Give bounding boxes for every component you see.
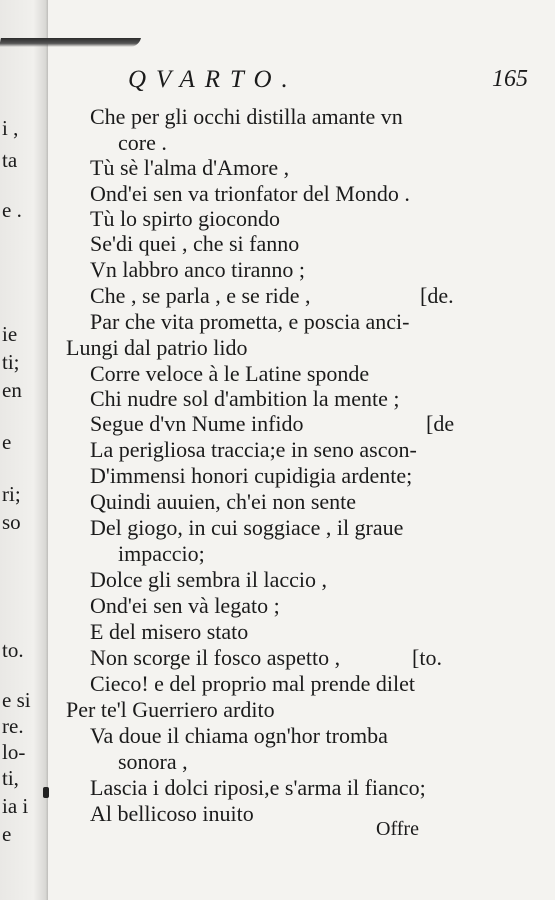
verse-line: Tù sè l'alma d'Amore , — [90, 155, 290, 180]
fragment: re. — [2, 714, 24, 738]
verse-turnover: [to. — [412, 645, 442, 670]
verse-line: La perigliosa traccia;e in seno ascon- — [90, 437, 417, 462]
verse-line: impaccio; — [118, 541, 205, 566]
verse-line: Ond'ei sen và legato ; — [90, 593, 280, 618]
page-number: 165 — [492, 66, 528, 92]
fragment: ri; — [2, 482, 21, 506]
catchword: Offre — [376, 818, 419, 840]
verse-line: Del giogo, in cui soggiace , il graue — [90, 515, 404, 540]
facing-page-fragments — [0, 0, 48, 900]
verse-line: Lascia i dolci riposi,e s'arma il fianco; — [90, 775, 426, 800]
verse-line: Non scorge il fosco aspetto , — [90, 645, 341, 670]
verse-line: Lungi dal patrio lido — [66, 335, 248, 360]
fragment: en — [2, 378, 22, 402]
fragment: ti, — [2, 766, 19, 790]
fragment: e si — [2, 688, 31, 712]
fragment: e — [2, 430, 12, 454]
verse-line: Per te'l Guerriero ardito — [66, 697, 275, 722]
verse-line: Quindi auuien, ch'ei non sente — [90, 489, 357, 514]
verse-line: Al bellicoso inuito — [90, 801, 254, 826]
verse-line: Cieco! e del proprio mal prende dilet — [90, 671, 415, 696]
verse-line: Ond'ei sen va trionfator del Mondo . — [90, 181, 410, 206]
verse-line: Se'di quei , che si fanno — [90, 231, 300, 256]
verse-line: Par che vita prometta, e poscia anci- — [90, 309, 410, 334]
verse-line: Vn labbro anco tiranno ; — [90, 257, 306, 282]
verse-line: D'immensi honori cupidigia ardente; — [90, 463, 413, 488]
verse-line: sonora , — [118, 749, 188, 774]
verse-line: Che , se parla , e se ride , — [90, 283, 311, 308]
verse-line: E del misero stato — [90, 619, 249, 644]
fragment: e . — [2, 198, 22, 222]
verse-line: Dolce gli sembra il laccio , — [90, 567, 328, 592]
fragment: to. — [2, 638, 24, 662]
fragment: e — [2, 822, 12, 846]
verse-line: core . — [118, 130, 167, 155]
ink-mark — [43, 787, 49, 798]
verse-line: Va doue il chiama ogn'hor tromba — [90, 723, 388, 748]
page-header — [128, 66, 528, 100]
fragment: ti; — [2, 350, 20, 374]
fragment: so — [2, 510, 21, 534]
verse-line: Segue d'vn Nume infido — [90, 411, 304, 436]
fragment: ie — [2, 322, 18, 346]
verse-turnover: [de — [426, 411, 455, 436]
fragment: ta — [2, 148, 18, 172]
verse-line: Chi nudre sol d'ambition la mente ; — [90, 386, 400, 411]
verse-line: Tù lo spirto giocondo — [90, 206, 281, 231]
fragment: i , — [2, 116, 19, 140]
verse-turnover: [de. — [420, 283, 454, 308]
verse-line: Corre veloce à le Latine sponde — [90, 361, 370, 386]
verse-line: Che per gli occhi distilla amante vn — [90, 104, 403, 129]
fragment: lo- — [2, 740, 26, 764]
fragment: ia i — [2, 794, 29, 818]
running-head: QVARTO. — [128, 66, 298, 93]
